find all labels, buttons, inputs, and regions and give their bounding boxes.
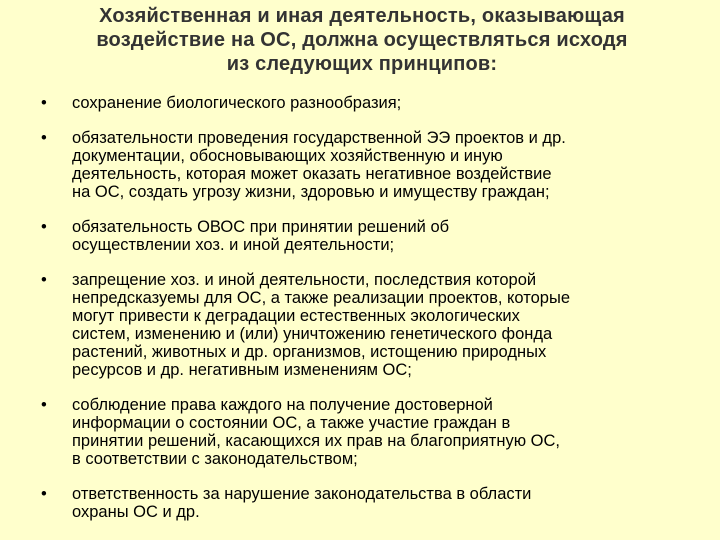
bullet-line: непредсказуемы для ОС, а также реализации проектов, которые (72, 289, 571, 307)
bullet-item (28, 271, 688, 379)
bullet-line: осуществлении хоз. и иной деятельности; (72, 236, 395, 254)
bullet-icon: • (41, 129, 47, 147)
bullet-icon: • (41, 218, 47, 236)
bullet-line: принятии решений, касающихся их прав на благоприятную ОС, (72, 432, 560, 450)
bullet-item (28, 218, 688, 254)
bullet-line: ресурсов и др. негативным изменениям ОС; (72, 361, 412, 379)
title-line: Хозяйственная и иная деятельность, оказывающая (99, 5, 625, 27)
bullet-line: в соответствии с законодательством; (72, 450, 358, 468)
bullet-icon: • (41, 271, 47, 289)
bullet-icon: • (41, 485, 47, 503)
bullet-icon: • (41, 396, 47, 414)
bullet-line: ответственность за нарушение законодательства в области (72, 485, 532, 503)
bullet-line: запрещение хоз. и иной деятельности, последствия которой (72, 271, 537, 289)
bullet-line: могут привести к деградации естественных экологических (72, 307, 520, 325)
bullet-item (28, 129, 688, 201)
bullet-line: сохранение биологического разнообразия; (72, 94, 402, 112)
bullet-line: растений, животных и др. организмов, истощению природных (72, 343, 547, 361)
bullet-line: охраны ОС и др. (72, 503, 200, 521)
bullet-icon: • (41, 94, 47, 112)
bullet-line: на ОС, создать угрозу жизни, здоровью и имуществу граждан; (72, 183, 550, 201)
bullet-item (28, 485, 688, 521)
bullet-line: систем, изменению и (или) уничтожению генетического фонда (72, 325, 553, 343)
bullet-item (28, 396, 688, 468)
bullet-line: обязательности проведения государственной ЭЭ проектов и др. (72, 129, 566, 147)
bullet-line: документации, обосновывающих хозяйственную и иную (72, 147, 503, 165)
title-line: из следующих принципов: (226, 53, 498, 75)
bullet-item (28, 94, 688, 112)
bullet-list (28, 94, 688, 538)
title-line: воздействие на ОС, должна осуществляться исходя (96, 29, 628, 51)
slide-title (30, 4, 694, 76)
bullet-line: деятельность, которая может оказать негативное воздействие (72, 165, 552, 183)
bullet-line: информации о состоянии ОС, а также участие граждан в (72, 414, 511, 432)
bullet-line: соблюдение права каждого на получение достоверной (72, 396, 493, 414)
bullet-line: обязательность ОВОС при принятии решений об (72, 218, 450, 236)
